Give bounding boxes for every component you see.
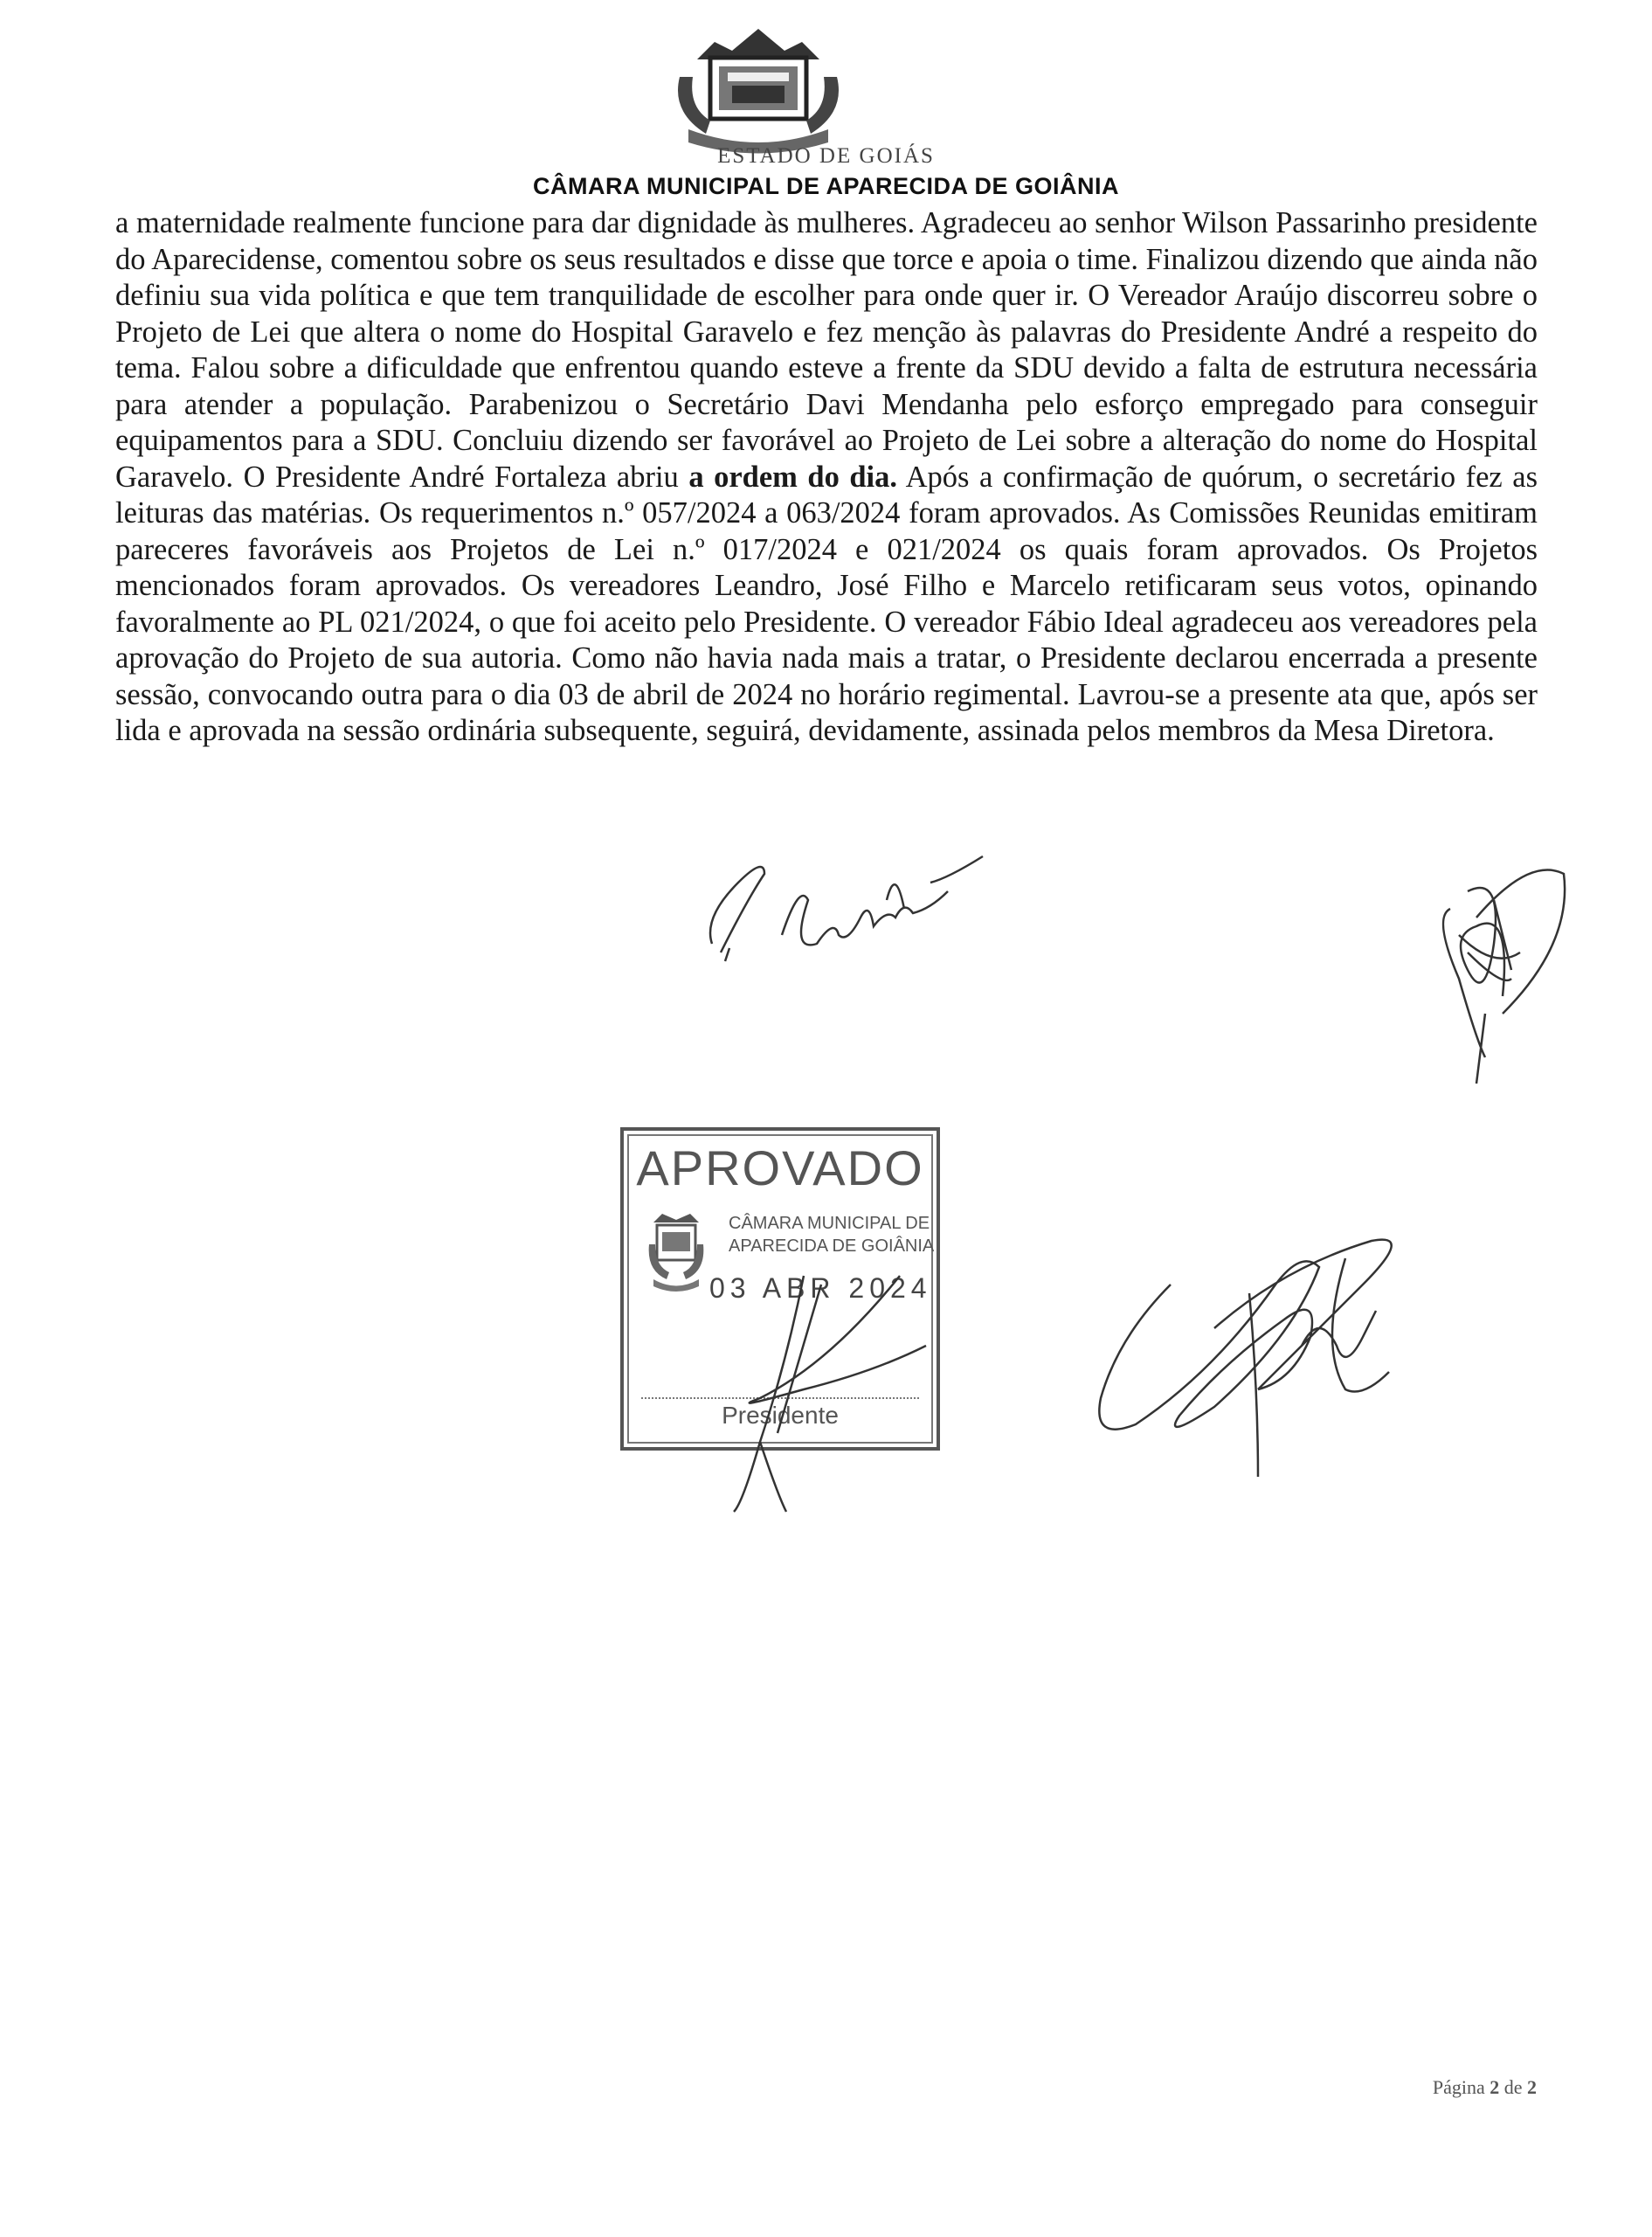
signature-president bbox=[699, 1258, 944, 1520]
signature-first-secretary bbox=[1083, 1215, 1433, 1486]
municipal-coat-of-arms-icon bbox=[662, 24, 854, 156]
stamp-org-line-2: APARECIDA DE GOIÂNIA bbox=[729, 1236, 935, 1256]
minutes-body-text bbox=[115, 205, 1538, 750]
minutes-text-part-2: Após a confirmação de quórum, o secretário fez as leituras das matérias. Os requerimentos n.º 057/2024 a 063/2024 foram aprovados. As Comissões Reunidas emitiram pareceres favoráveis aos Projetos de Lei n.º 017/2024 e 021/2024 os quais foram aprovados. Os Projetos mencionados foram aprovados. Os vereadores Leandro, José Filho e Marcelo retificaram seus votos, opinando favoralmente ao PL 021/2024, o que foi aceito pelo Presidente. O vereador Fábio Ideal agradeceu aos vereadores pela aprovação do Projeto de sua autoria. Como não havia nada mais a tratar, o Presidente declarou encerrada a presente sessão, convocando outra para o dia 03 de abril de 2024 no horário regimental. Lavrou-se a presente ata que, após ser lida e aprovada na sessão ordinária subsequente, seguirá, devidamente, assinada pelos membros da Mesa Diretora. bbox=[115, 460, 1538, 747]
minutes-text-part-1: a maternidade realmente funcione para dar dignidade às mulheres. Agradeceu ao senhor Wilson Passarinho presidente do Aparecidense, comentou sobre os seus resultados e disse que torce e apoia o time. Finalizou dizendo que ainda não definiu sua vida política e que tem tranquilidade de escolher para onde quer ir. O Vereador Araújo discorreu sobre o Projeto de Lei que altera o nome do Hospital Garavelo e fez menção às palavras do Presidente André a respeito do tema. Falou sobre a dificuldade que enfrentou quando esteve a frente da SDU devido a falta de estrutura necessária para atender a população. Parabenizou o Secretário Davi Mendanha pelo esforço empregado para conseguir equipamentos para a SDU. Concluiu dizendo ser favorável ao Projeto de Lei sobre a alteração do nome do Hospital Garavelo. O Presidente André Fortaleza abriu bbox=[115, 206, 1538, 494]
signature-vice-president bbox=[1415, 839, 1581, 1092]
page-number bbox=[1433, 2076, 1537, 2099]
signature-secretary bbox=[686, 848, 1009, 979]
stamp-role: Presidente bbox=[722, 1402, 839, 1429]
stamp-date: 03 ABR 2024 bbox=[709, 1272, 932, 1304]
page-current: 2 bbox=[1490, 2076, 1500, 2098]
page-label: Página bbox=[1432, 2076, 1485, 2098]
chamber-name: CÂMARA MUNICIPAL DE APARECIDA DE GOIÂNIA bbox=[532, 173, 1119, 199]
stamp-title: APROVADO bbox=[636, 1140, 924, 1195]
minutes-text-bold: a ordem do dia. bbox=[688, 460, 898, 494]
page-separator: de bbox=[1503, 2076, 1523, 2098]
stamp-org-line-1: CÂMARA MUNICIPAL DE bbox=[729, 1214, 930, 1233]
state-name: ESTADO DE GOIÁS bbox=[717, 144, 935, 168]
page-total: 2 bbox=[1527, 2076, 1537, 2098]
